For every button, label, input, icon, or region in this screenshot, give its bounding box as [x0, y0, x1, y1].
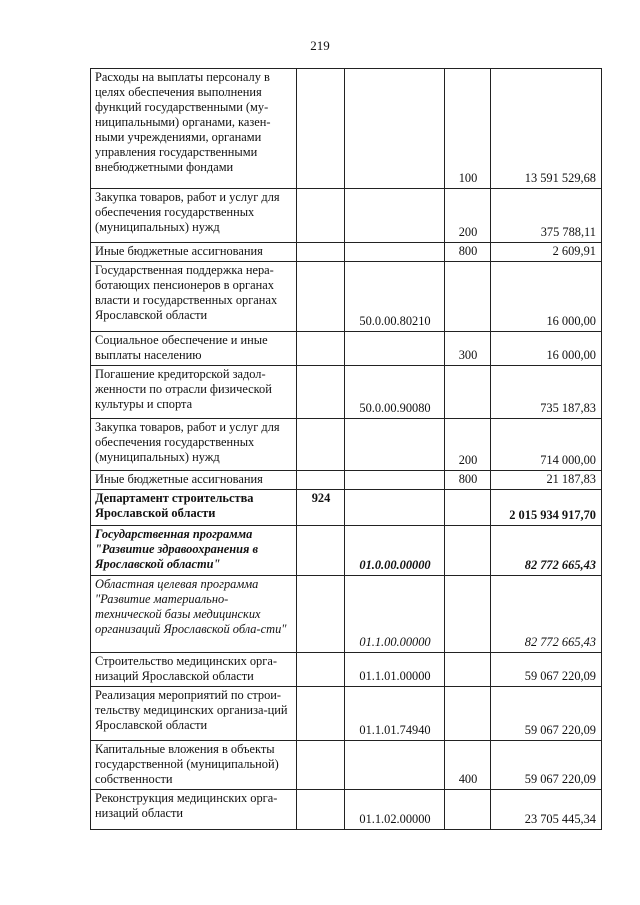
row-expense-type-cell: 400 [445, 741, 491, 790]
table-row [91, 687, 602, 741]
table-row [91, 262, 602, 332]
budget-table [90, 68, 602, 830]
row-sum-cell: 59 067 220,09 [491, 653, 602, 687]
row-sum-cell: 16 000,00 [491, 332, 602, 366]
row-expense-type-cell [445, 366, 491, 419]
table-row [91, 526, 602, 576]
row-sum-cell: 16 000,00 [491, 262, 602, 332]
row-target-article-cell [345, 490, 445, 526]
row-name-cell: Погашение кредиторской задол-женности по отрасли физической культуры и спорта [91, 366, 297, 419]
row-sum-cell: 2 015 934 917,70 [491, 490, 602, 526]
table-row [91, 366, 602, 419]
table-row [91, 790, 602, 830]
table-row [91, 741, 602, 790]
table-row [91, 243, 602, 262]
row-name-cell: Департамент строительства Ярославской области [91, 490, 297, 526]
row-department-code-cell [297, 741, 345, 790]
row-name-cell: Реконструкция медицинских орга-низаций области [91, 790, 297, 830]
row-name-cell: Государственная программа "Развитие здравоохранения в Ярославской области" [91, 526, 297, 576]
row-target-article-cell [345, 243, 445, 262]
row-expense-type-cell: 200 [445, 419, 491, 471]
row-target-article-cell [345, 189, 445, 243]
row-sum-cell: 2 609,91 [491, 243, 602, 262]
row-target-article-cell [345, 471, 445, 490]
row-name-cell: Иные бюджетные ассигнования [91, 243, 297, 262]
row-sum-cell: 23 705 445,34 [491, 790, 602, 830]
row-department-code-cell: 924 [297, 490, 345, 526]
row-name-cell: Капитальные вложения в объекты государственной (муниципальной) собственности [91, 741, 297, 790]
row-sum-cell: 59 067 220,09 [491, 687, 602, 741]
table-row [91, 653, 602, 687]
row-target-article-cell [345, 332, 445, 366]
row-target-article-cell [345, 741, 445, 790]
row-expense-type-cell [445, 790, 491, 830]
row-department-code-cell [297, 189, 345, 243]
row-name-cell: Закупка товаров, работ и услуг для обеспечения государственных (муниципальных) нужд [91, 189, 297, 243]
row-expense-type-cell: 100 [445, 69, 491, 189]
row-sum-cell: 59 067 220,09 [491, 741, 602, 790]
row-sum-cell: 735 187,83 [491, 366, 602, 419]
row-name-cell: Областная целевая программа "Развитие материально-технической базы медицинских организаций Ярославской обла-сти" [91, 576, 297, 653]
table-row [91, 471, 602, 490]
row-department-code-cell [297, 419, 345, 471]
row-name-cell: Социальное обеспечение и иные выплаты населению [91, 332, 297, 366]
row-department-code-cell [297, 526, 345, 576]
row-department-code-cell [297, 576, 345, 653]
row-target-article-cell: 01.0.00.00000 [345, 526, 445, 576]
row-department-code-cell [297, 471, 345, 490]
row-sum-cell: 82 772 665,43 [491, 526, 602, 576]
row-sum-cell: 375 788,11 [491, 189, 602, 243]
row-target-article-cell: 01.1.00.00000 [345, 576, 445, 653]
row-expense-type-cell [445, 262, 491, 332]
row-department-code-cell [297, 69, 345, 189]
row-department-code-cell [297, 653, 345, 687]
row-target-article-cell: 50.0.00.90080 [345, 366, 445, 419]
row-name-cell: Реализация мероприятий по строи-тельству медицинских организа-ций Ярославской области [91, 687, 297, 741]
row-department-code-cell [297, 790, 345, 830]
table-row [91, 332, 602, 366]
row-sum-cell: 21 187,83 [491, 471, 602, 490]
row-sum-cell: 82 772 665,43 [491, 576, 602, 653]
page-number: 219 [310, 38, 330, 53]
table-row [91, 576, 602, 653]
table-row [91, 490, 602, 526]
row-expense-type-cell [445, 576, 491, 653]
row-expense-type-cell: 200 [445, 189, 491, 243]
row-expense-type-cell: 800 [445, 243, 491, 262]
row-expense-type-cell [445, 526, 491, 576]
row-sum-cell: 714 000,00 [491, 419, 602, 471]
row-department-code-cell [297, 687, 345, 741]
row-expense-type-cell [445, 653, 491, 687]
row-expense-type-cell: 300 [445, 332, 491, 366]
row-expense-type-cell: 800 [445, 471, 491, 490]
row-name-cell: Закупка товаров, работ и услуг для обеспечения государственных (муниципальных) нужд [91, 419, 297, 471]
row-department-code-cell [297, 366, 345, 419]
row-target-article-cell: 01.1.01.74940 [345, 687, 445, 741]
table-row [91, 419, 602, 471]
row-name-cell: Государственная поддержка нера-ботающих пенсионеров в органах власти и государственных органах Ярославской области [91, 262, 297, 332]
row-expense-type-cell [445, 490, 491, 526]
row-sum-cell: 13 591 529,68 [491, 69, 602, 189]
table-row [91, 69, 602, 189]
row-department-code-cell [297, 332, 345, 366]
row-target-article-cell: 01.1.01.00000 [345, 653, 445, 687]
row-department-code-cell [297, 262, 345, 332]
row-target-article-cell [345, 419, 445, 471]
row-name-cell: Иные бюджетные ассигнования [91, 471, 297, 490]
row-name-cell: Расходы на выплаты персоналу в целях обеспечения выполнения функций государственными (му-ниципальными) органами, казен-ными учреждениями, органами управления государственными внебюджетными фондами [91, 69, 297, 189]
row-expense-type-cell [445, 687, 491, 741]
row-target-article-cell [345, 69, 445, 189]
table-row [91, 189, 602, 243]
row-name-cell: Строительство медицинских орга-низаций Ярославской области [91, 653, 297, 687]
row-target-article-cell: 50.0.00.80210 [345, 262, 445, 332]
row-target-article-cell: 01.1.02.00000 [345, 790, 445, 830]
row-department-code-cell [297, 243, 345, 262]
